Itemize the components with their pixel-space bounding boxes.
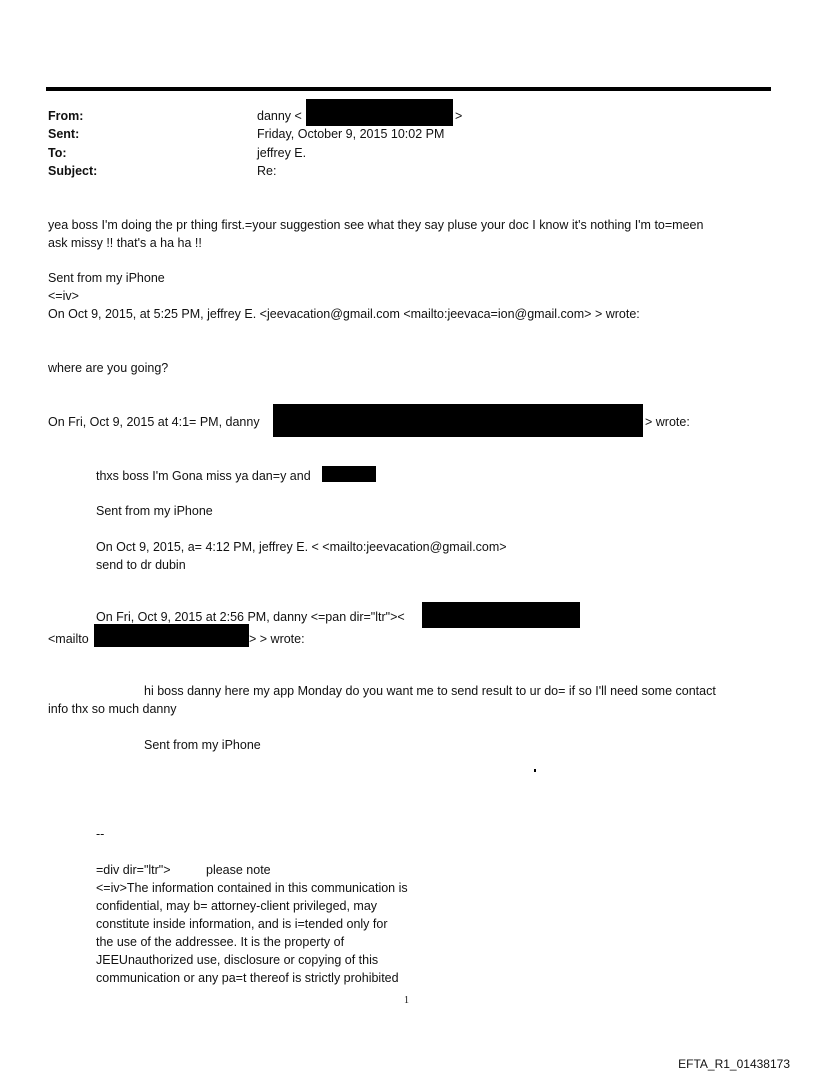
notice-line-3: constitute inside information, and is i=tended only for: [96, 917, 388, 931]
body-line-1: yea boss I'm doing the pr thing first.=your suggestion see what they say pluse your doc I know it's nothing I'm to=meen: [48, 218, 704, 232]
page-number: 1: [404, 995, 409, 1006]
mailto-prefix: <mailto: [48, 632, 89, 646]
redaction-from: [306, 99, 453, 126]
header-rule: [46, 87, 771, 91]
div-line-b: please note: [206, 863, 271, 877]
from-value-prefix: danny <: [257, 109, 302, 123]
document-id: EFTA_R1_01438173: [678, 1057, 790, 1071]
sent-label: Sent:: [48, 127, 80, 141]
notice-line-4: the use of the addressee. It is the property of: [96, 935, 345, 949]
quote-header-2-prefix: On Fri, Oct 9, 2015 at 4:1= PM, danny: [48, 415, 260, 429]
notice-line-2: confidential, may b= attorney-client privileged, may: [96, 899, 378, 913]
from-label: From:: [48, 109, 84, 123]
notice-line-5: JEEUnauthorized use, disclosure or copying of this: [96, 953, 379, 967]
sent-from-iphone-1: Sent from my iPhone: [48, 271, 165, 285]
redaction-email-3: [94, 624, 249, 647]
from-value-suffix: >: [455, 109, 463, 123]
redaction-email-2: [422, 602, 580, 628]
hi-boss-line-1: hi boss danny here my app Monday do you want me to send result to ur do= if so I'll need some contact: [144, 684, 716, 698]
hi-boss-line-2: info thx so much danny: [48, 702, 177, 716]
quote-header-4-prefix: On Fri, Oct 9, 2015 at 2:56 PM, danny <=pan dir="ltr"><: [96, 610, 405, 624]
sent-from-iphone-2: Sent from my iPhone: [96, 504, 213, 518]
signature-dashes: --: [96, 827, 105, 841]
sent-value: Friday, October 9, 2015 10:02 PM: [257, 127, 445, 141]
div-line-a: =div dir="ltr">: [96, 863, 171, 877]
subject-value: Re:: [257, 164, 277, 178]
quote-header-2-suffix: > wrote:: [645, 415, 690, 429]
body-line-2: ask missy !! that's a ha ha !!: [48, 236, 202, 250]
redaction-email-1: [273, 404, 643, 437]
sent-from-iphone-3: Sent from my iPhone: [144, 738, 261, 752]
stray-dot: [534, 769, 536, 772]
mailto-suffix: > > wrote:: [249, 632, 305, 646]
quote-header-1: On Oct 9, 2015, at 5:25 PM, jeffrey E. <jeevacation@gmail.com <mailto:jeevaca=ion@gmail.com> > wrote:: [48, 307, 640, 321]
thxs-line: thxs boss I'm Gona miss ya dan=y and: [96, 469, 311, 483]
redaction-name: [322, 466, 376, 482]
subject-label: Subject:: [48, 164, 98, 178]
quote-header-3-line-1: On Oct 9, 2015, a= 4:12 PM, jeffrey E. < <mailto:jeevacation@gmail.com>: [96, 540, 507, 554]
where-line: where are you going?: [48, 361, 169, 375]
to-label: To:: [48, 146, 67, 160]
quote-header-3-line-2: send to dr dubin: [96, 558, 186, 572]
to-value: jeffrey E.: [257, 146, 307, 160]
notice-line-1: <=iv>The information contained in this communication is: [96, 881, 408, 895]
tag-iv: <=iv>: [48, 289, 79, 303]
notice-line-6: communication or any pa=t thereof is strictly prohibited: [96, 971, 399, 985]
